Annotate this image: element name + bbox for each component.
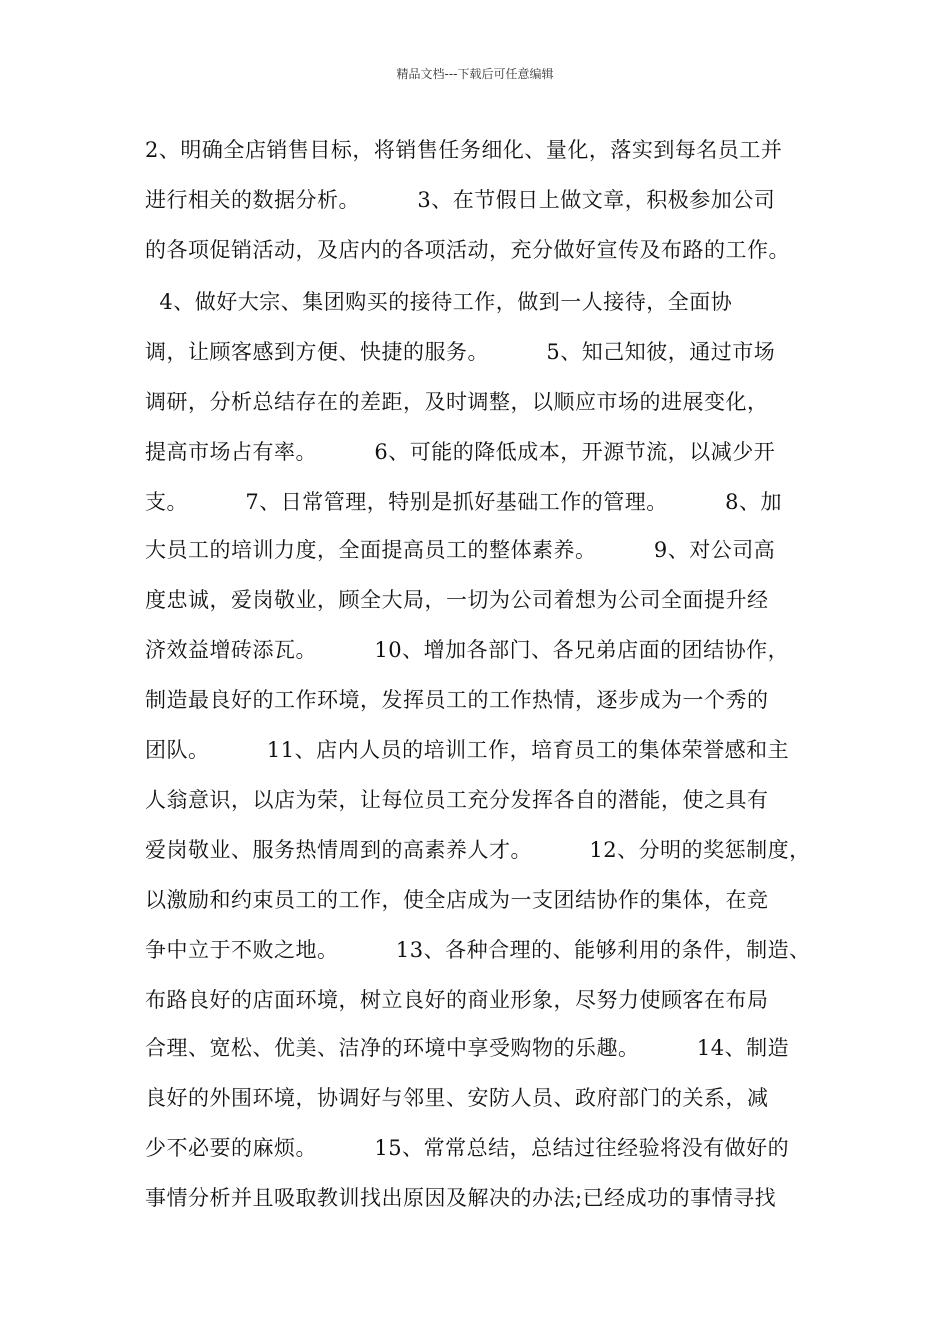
text-line: 调，让顾客感到方便、快捷的服务。 5、知己知彼，通过市场 xyxy=(145,340,776,364)
text-line: 的各项促销活动，及店内的各项活动，充分做好宣传及布路的工作。 xyxy=(145,238,790,262)
text-line: 爱岗敬业、服务热情周到的高素养人才。 12、分明的奖惩制度， xyxy=(145,838,811,862)
text-line: 人翁意识，以店为荣，让每位员工充分发挥各自的潜能，使之具有 xyxy=(145,788,769,812)
text-line: 团队。 11、店内人员的培训工作，培育员工的集体荣誉感和主 xyxy=(145,738,790,762)
text-line: 少不必要的麻烦。 15、常常总结，总结过往经验将没有做好的 xyxy=(145,1136,790,1160)
text-line: 4、做好大宗、集团购买的接待工作，做到一人接待，全面协 xyxy=(145,290,733,314)
text-line: 提高市场占有率。 6、可能的降低成本，开源节流，以减少开 xyxy=(145,440,776,464)
text-line: 大员工的培训力度，全面提高员工的整体素养。 9、对公司高 xyxy=(145,538,776,562)
text-line: 布路良好的店面环境，树立良好的商业形象，尽努力使顾客在布局 xyxy=(145,988,769,1012)
text-line: 调研，分析总结存在的差距，及时调整，以顺应市场的进展变化， xyxy=(145,390,769,414)
text-line: 制造最良好的工作环境，发挥员工的工作热情，逐步成为一个秀的 xyxy=(145,688,769,712)
text-line: 事情分析并且吸取教训找出原因及解决的办法;已经成功的事情寻找 xyxy=(145,1186,777,1210)
text-line: 以激励和约束员工的工作，使全店成为一支团结协作的集体，在竞 xyxy=(145,888,769,912)
text-line: 支。 7、日常管理，特别是抓好基础工作的管理。 8、加 xyxy=(145,490,783,514)
text-line: 良好的外围环境，协调好与邻里、安防人员、政府部门的关系，减 xyxy=(145,1086,769,1110)
text-line: 合理、宽松、优美、洁净的环境中享受购物的乐趣。 14、制造 xyxy=(145,1036,790,1060)
text-line: 2、明确全店销售目标，将销售任务细化、量化，落实到每名员工并 xyxy=(145,138,783,162)
text-line: 争中立于不败之地。 13、各种合理的、能够利用的条件，制造、 xyxy=(145,938,811,962)
page-header: 精品文档---下载后可任意编辑 xyxy=(396,67,554,81)
text-line: 进行相关的数据分析。 3、在节假日上做文章，积极参加公司 xyxy=(145,188,776,212)
text-line: 度忠诚，爱岗敬业，顾全大局，一切为公司着想为公司全面提升经 xyxy=(145,588,769,612)
text-line: 济效益增砖添瓦。 10、增加各部门、各兄弟店面的团结协作， xyxy=(145,638,790,662)
